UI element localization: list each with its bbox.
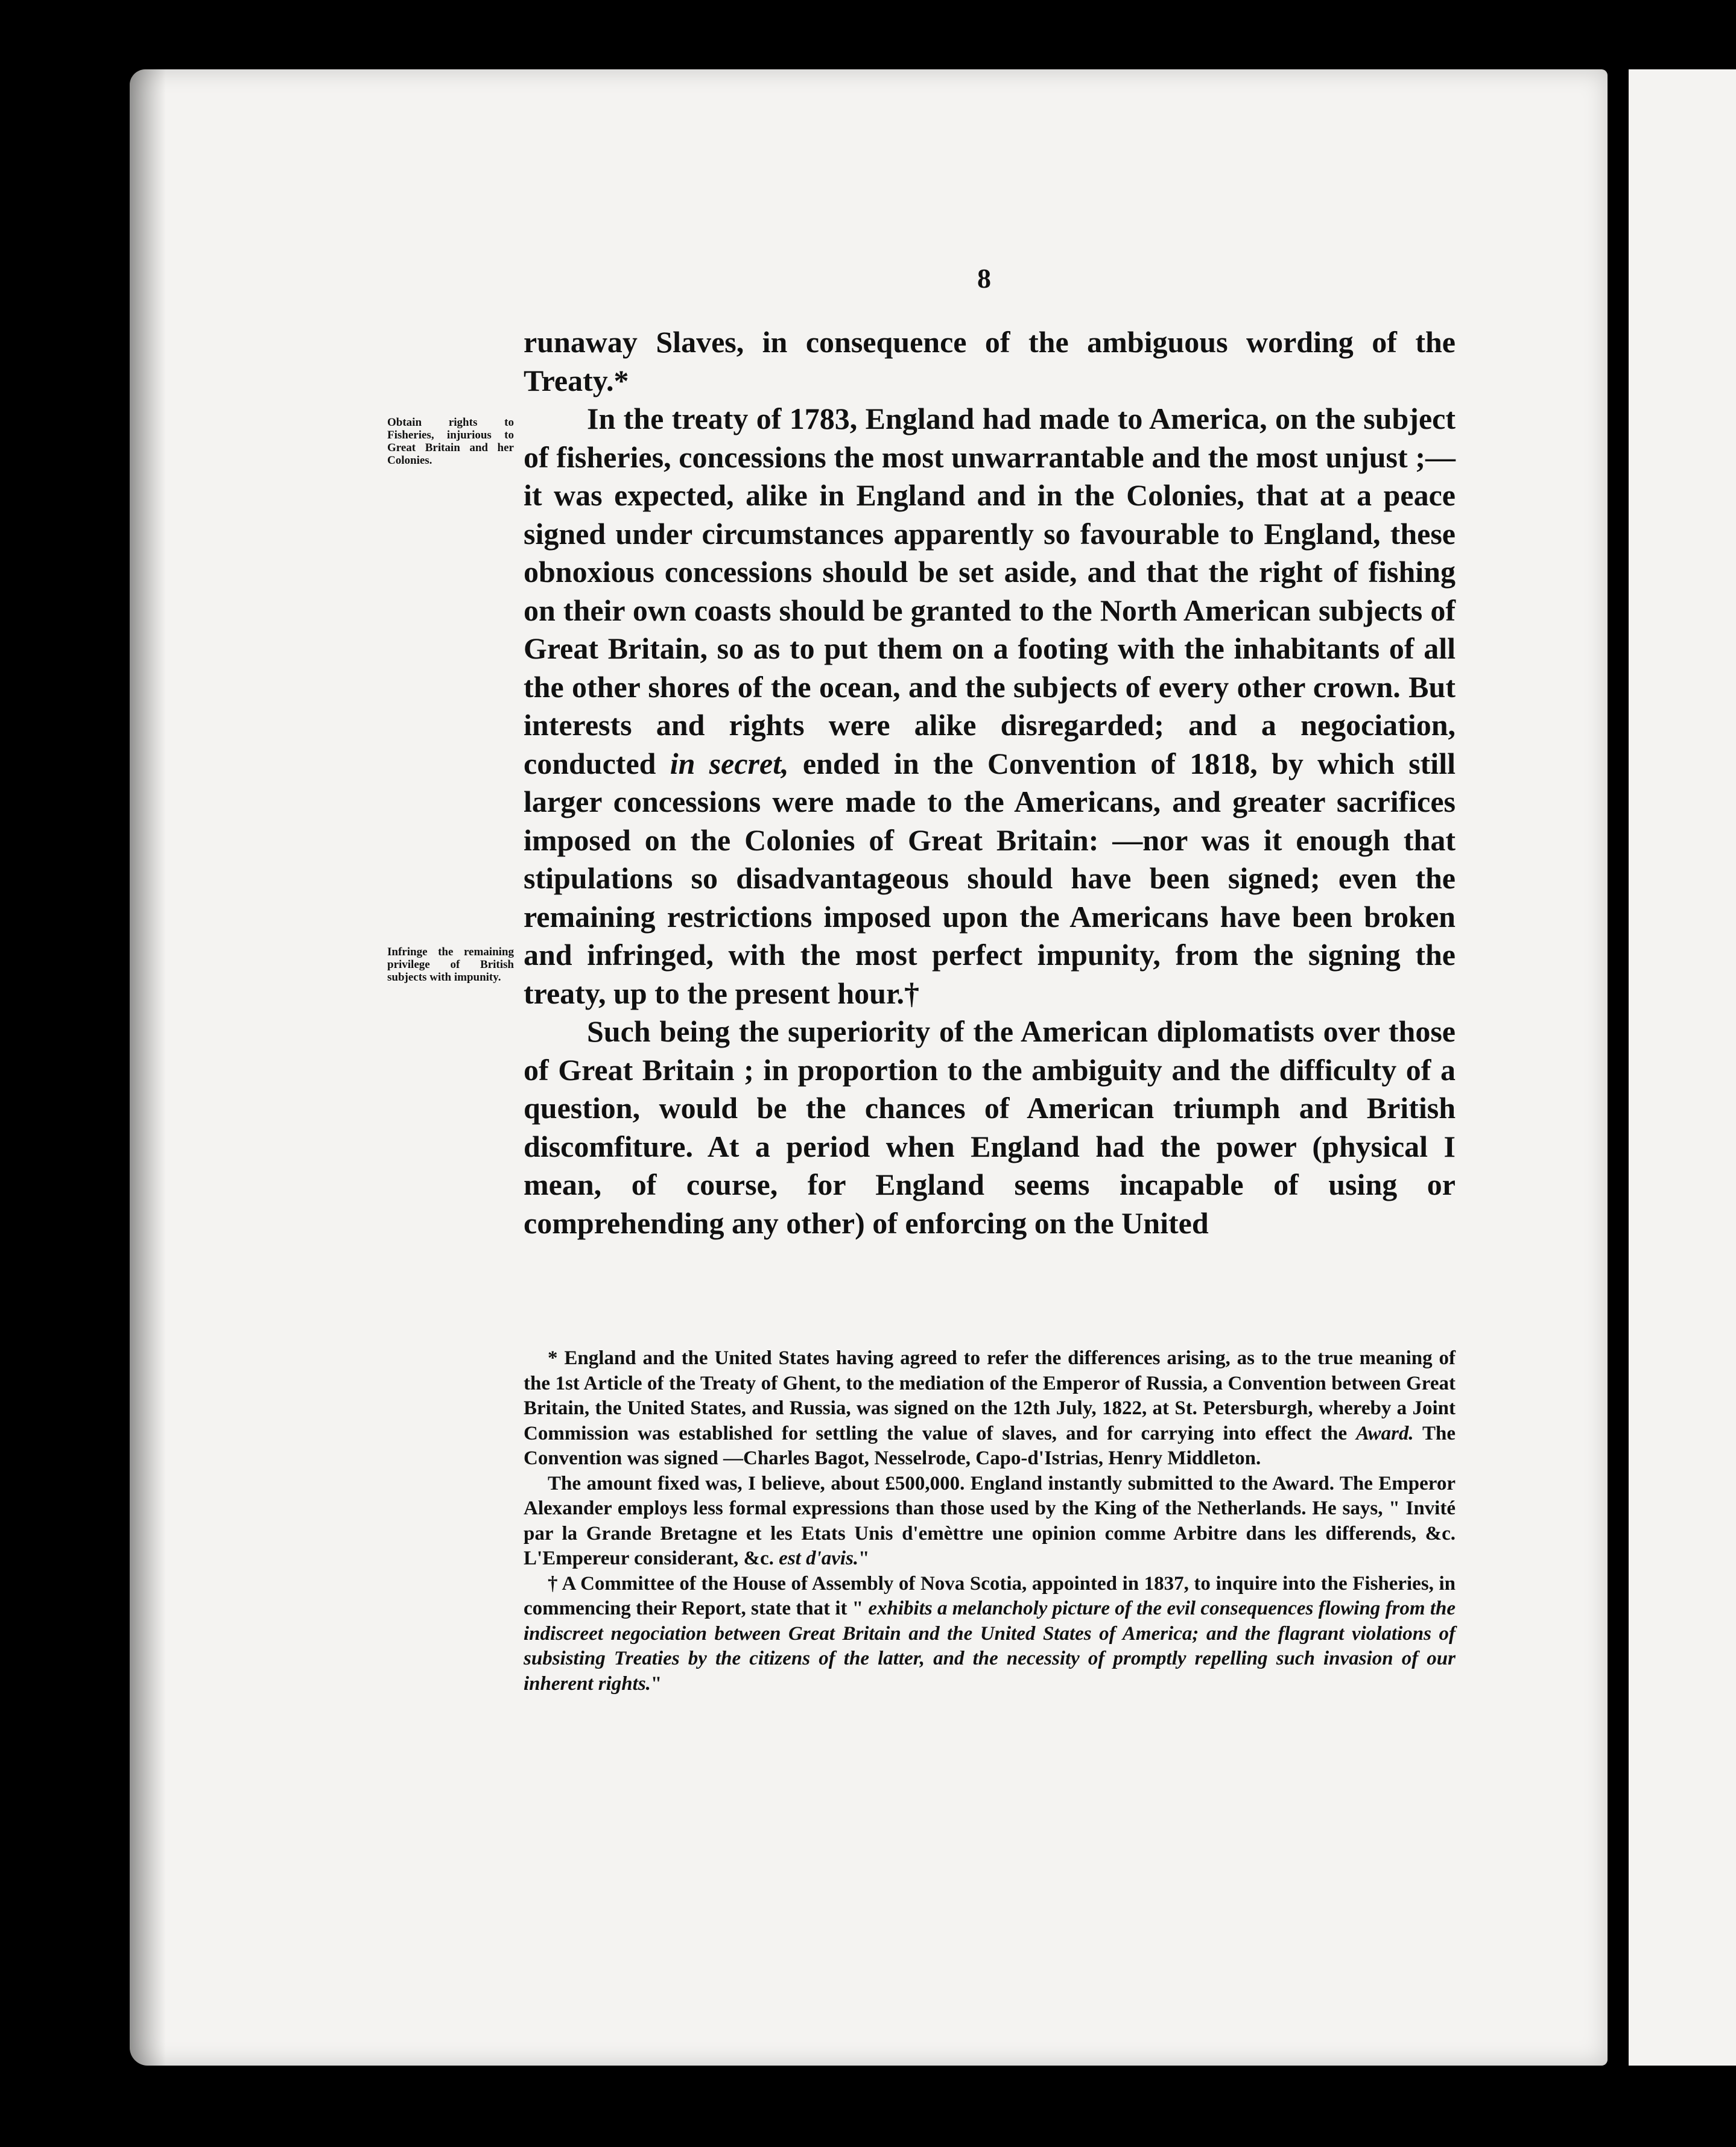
margin-note-impunity: Infringe the remaining privilege of British subjects with impunity.: [387, 946, 514, 984]
margin-note-fisheries: Obtain rights to Fisheries, injurious to Great Britain and her Colonies.: [387, 416, 514, 467]
footnote-3-italic: exhibits a melancholy picture of the evil consequences flowing from the indiscreet negociation between Great Britain and the United States of America; and the flagrant violations of subsisting Treaties by the citizens of the latter, and the necessity of promptly repelling such invasion of our inherent rights.: [524, 1598, 1456, 1695]
paragraph-2-italic: in secret,: [670, 746, 789, 780]
footnote-2-text-b: ": [858, 1548, 870, 1569]
footnote-2-italic: est d'avis.: [779, 1548, 859, 1569]
footnote-dagger: [524, 1572, 1456, 1697]
footnote-3-text-b: ": [650, 1672, 662, 1695]
paragraph-2: [524, 400, 1456, 1013]
footnotes: [524, 1346, 1456, 1696]
paragraph-3: Such being the superiority of the American diplomatists over those of Great Britain ; in proportion to the ambiguity and the difficulty of a question, would be the chances of American triumph and British discomfiture. At a period when England had the power (physical I mean, of course, for England seems incapable of using or comprehending any other) of enforcing on the United: [524, 1014, 1456, 1240]
paragraph-2-text-b: ended in the Convention of 1818, by which still larger concessions were made to the Americans, and greater sacrifices imposed on the Colonies of Great Britain: —nor was it enough that stipulations so disadvantageous should have been signed; even the remaining restrictions imposed upon the Americans have been broken and infringed, with the most perfect impunity, from the signing the treaty, up to the present hour.†: [524, 746, 1456, 1010]
footnote-2-text-a: The amount fixed was, I believe, about £500,000. England instantly submitted to the Award. The Emperor Alexander employs less formal expressions than those used by the King of the Netherlands. He says, " Invité par la Grande Bretagne et les Etats Unis d'emèttre une opinion comme Arbitre dans les differends, &c. L'Empereur considerant, &c.: [524, 1472, 1456, 1569]
body-text: [524, 323, 1456, 1242]
footnote-amount: [524, 1472, 1456, 1572]
footnote-asterisk: [524, 1346, 1456, 1472]
footnote-1-text-b: The Convention was signed —Charles Bagot, Nesselrode, Capo-d'Istrias, Henry Middleton.: [524, 1422, 1456, 1469]
paragraph-1: runaway Slaves, in consequence of the ambiguous wording of the Treaty.*: [524, 325, 1456, 397]
footnote-3-text-a: † A Committee of the House of Assembly of Nova Scotia, appointed in 1837, to inquire into the Fisheries, in commencing their Report, state that it ": [524, 1572, 1456, 1619]
footnote-1-text-a: * England and the United States having agreed to refer the differences arising, as to the true meaning of the 1st Article of the Treaty of Ghent, to the mediation of the Emperor of Russia, a Convention between Great Britain, the United States, and Russia, was signed on the 12th July, 1822, at St. Petersburgh, whereby a Joint Commission was established for settling the value of slaves, and for carrying into effect the: [524, 1347, 1456, 1444]
facing-page-strip: [1629, 69, 1736, 2066]
page-number: 8: [977, 263, 991, 294]
footnote-1-italic: Award.: [1356, 1422, 1414, 1444]
paragraph-2-text-a: In the treaty of 1783, England had made to America, on the subject of fisheries, concessions the most unwarrantable and the most unjust ;—it was expected, alike in England and in the Colonies, that at a peace signed under circumstances apparently so favourable to England, these obnoxious concessions should be set aside, and that the right of fishing on their own coasts should be granted to the North American subjects of Great Britain, so as to put them on a footing with the inhabitants of all the other shores of the ocean, and the subjects of every other crown. But interests and rights were alike disregarded; and a negociation, conducted: [524, 402, 1456, 780]
page-binding-shadow: [130, 69, 166, 2066]
